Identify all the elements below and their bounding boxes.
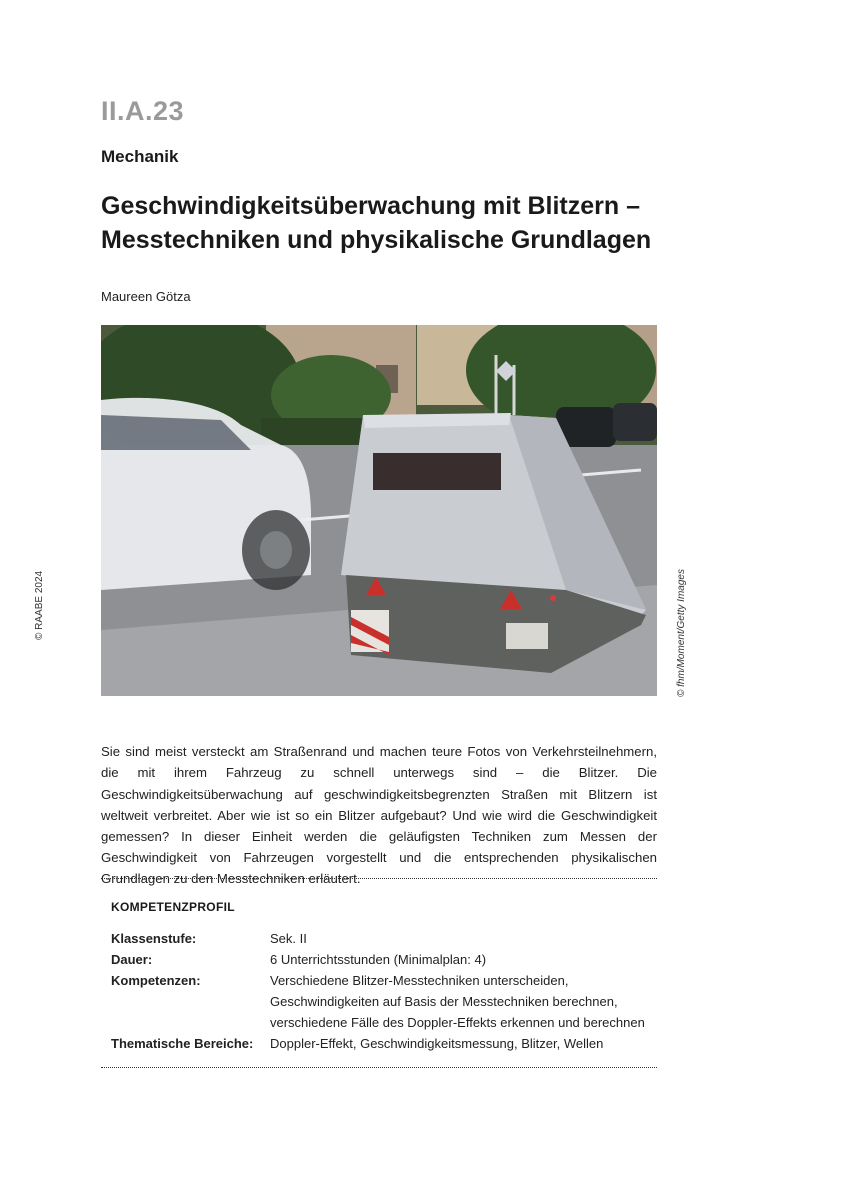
profile-value: Doppler-Effekt, Geschwindigkeitsmessung, Blitzer, Wellen [270,1036,604,1051]
speed-camera-photo [101,325,657,696]
profile-divider-top [101,878,657,879]
profile-label: Thematische Bereiche: [111,1036,254,1051]
page-title-line-1: Geschwindigkeitsüberwachung mit Blitzern – [101,192,640,220]
author-name: Maureen Götza [101,289,191,304]
copyright-note: © RAABE 2024 [34,570,45,640]
profile-label: Kompetenzen: [111,973,201,988]
profile-value: 6 Unterrichtsstunden (Minimalplan: 4) [270,952,487,967]
profile-divider-bottom [101,1067,657,1068]
page-title-line-2: Messtechniken und physikalische Grundlagen [101,226,652,254]
intro-paragraph: Sie sind meist versteckt am Straßenrand und machen teure Fotos von Verkehrsteilnehmern, die mit ihrem Fahrzeug zu schnell unterwegs sind – die Blitzer. Die Geschwindigkeitsüberwachung auf geschwindigkeitsbegrenzten Straßen mit Blitzern ist weltweit verbreitet. Aber wie ist so ein Blitzer aufgebaut? Und wie wird die Geschwindigkeit gemessen? In dieser Einheit werden die geläufigsten Techniken zum Messen der Geschwindigkeit von Fahrzeugen vorgestellt und die entsprechenden physikalischen Grundlagen zu den Messtechniken erläutert. [101,744,657,887]
subject-heading: Mechanik [101,147,179,166]
competence-profile-heading: KOMPETENZPROFIL [111,900,235,914]
profile-value: Sek. II [270,931,307,946]
profile-label: Klassenstufe: [111,931,197,946]
photo-credit: © fhm/Moment/Getty Images [676,569,687,697]
profile-value: Verschiedene Blitzer-Messtechniken unterscheiden, Geschwindigkeiten auf Basis der Messtechniken berechnen, verschiedene Fälle des Doppler-Effekts erkennen und berechnen [270,973,645,1030]
profile-label: Dauer: [111,952,153,967]
unit-code: II.A.23 [101,96,185,126]
page-title [101,189,701,257]
